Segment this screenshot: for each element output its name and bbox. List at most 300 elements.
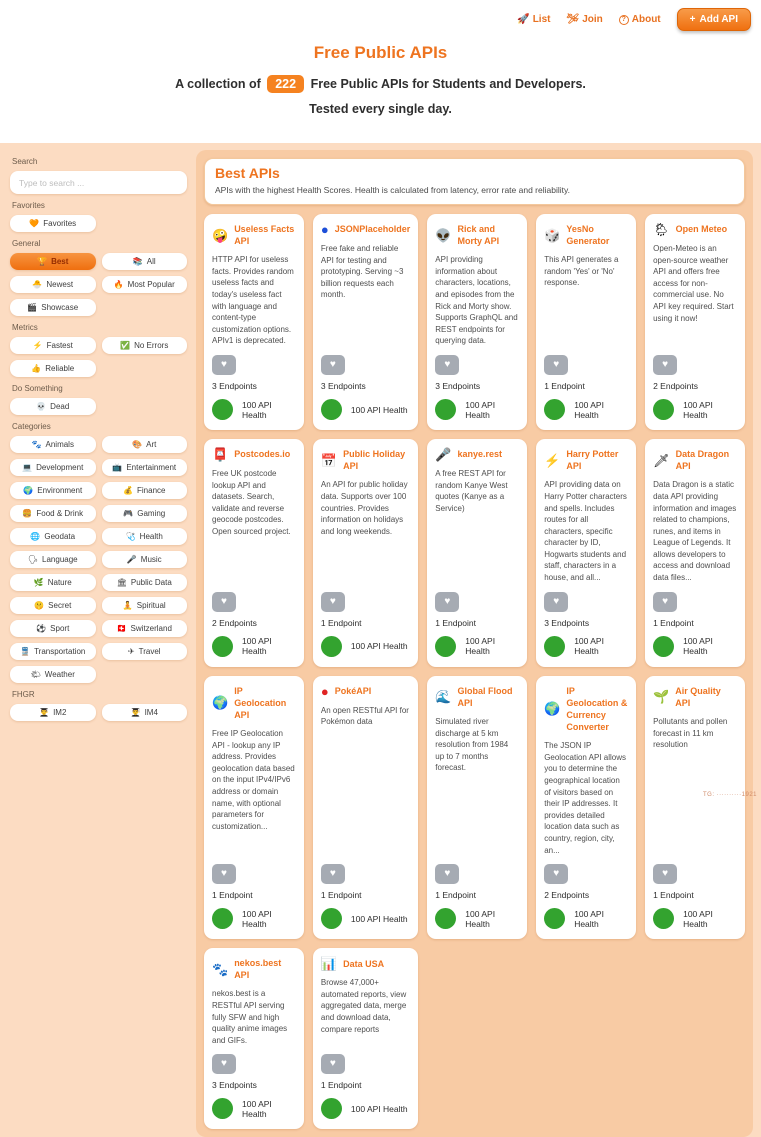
api-card[interactable] bbox=[536, 676, 636, 940]
filter-icon: 🐣 bbox=[32, 280, 43, 289]
api-icon: ● bbox=[320, 683, 329, 699]
filter-label: Food & Drink bbox=[36, 509, 84, 518]
nav-join-label: Join bbox=[582, 14, 603, 25]
sidebar-filter-pill[interactable] bbox=[102, 551, 188, 568]
api-card-description: Data Dragon is a static data API providing information and images related to champions, runes, and items in League of Legends. It allows developers to access and download data files... bbox=[653, 480, 737, 583]
search-input[interactable] bbox=[10, 171, 187, 194]
favorite-button[interactable] bbox=[544, 592, 568, 612]
health-indicator bbox=[653, 636, 737, 657]
api-card[interactable] bbox=[204, 676, 304, 940]
filter-label: Geodata bbox=[44, 532, 76, 541]
heart-icon: ♥ bbox=[444, 359, 451, 371]
api-card-grid bbox=[204, 214, 745, 1129]
filter-label: Reliable bbox=[45, 364, 75, 373]
health-dot-icon bbox=[212, 636, 233, 657]
watermark: TG: ··········1921 bbox=[703, 792, 757, 798]
api-card[interactable] bbox=[204, 948, 304, 1129]
favorite-button[interactable] bbox=[212, 592, 236, 612]
collection-suffix: Free Public APIs for Students and Developers. bbox=[310, 77, 586, 91]
filter-label: Finance bbox=[137, 486, 166, 495]
heart-icon: ♥ bbox=[221, 595, 227, 607]
health-dot-icon bbox=[544, 399, 565, 420]
filter-label: Spiritual bbox=[136, 601, 166, 610]
health-dot-icon bbox=[653, 399, 674, 420]
favorite-button[interactable] bbox=[435, 355, 459, 375]
api-card-title: Public Holiday API bbox=[343, 449, 406, 472]
filter-label: Weather bbox=[44, 670, 75, 679]
endpoints-count: 1 Endpoint bbox=[320, 890, 362, 901]
metrics-group bbox=[10, 337, 187, 377]
page-body bbox=[0, 143, 761, 1137]
api-card-title: Data USA bbox=[343, 958, 385, 969]
filter-icon: 🧘 bbox=[122, 601, 133, 610]
sidebar-filter-pill[interactable] bbox=[10, 337, 96, 354]
api-icon: 📅 bbox=[320, 452, 338, 468]
api-card-head bbox=[321, 223, 410, 236]
endpoints-count: 2 Endpoints bbox=[544, 890, 590, 901]
health-indicator bbox=[212, 908, 296, 929]
health-dot-icon bbox=[435, 636, 456, 657]
section-subtitle: APIs with the highest Health Scores. Health is calculated from latency, error rate and reliability. bbox=[215, 185, 570, 195]
filter-icon: 🗣 bbox=[27, 555, 39, 564]
api-icon: 📮 bbox=[212, 447, 229, 463]
favorite-button[interactable] bbox=[321, 1054, 345, 1074]
api-icon: 🌦 bbox=[653, 222, 670, 237]
filter-icon: 🌍 bbox=[23, 486, 34, 495]
filter-label: Best bbox=[51, 257, 69, 266]
filter-label: Language bbox=[42, 555, 78, 564]
api-card-head bbox=[653, 448, 737, 472]
api-card-head bbox=[212, 685, 296, 721]
filter-label: Art bbox=[146, 440, 157, 449]
health-indicator bbox=[212, 1098, 296, 1119]
filter-label: Fastest bbox=[46, 341, 73, 350]
rocket-icon: 🚀 bbox=[517, 14, 530, 25]
nav-join-link[interactable] bbox=[566, 14, 602, 25]
heart-icon: ♥ bbox=[662, 359, 669, 371]
filter-icon: 🔥 bbox=[113, 280, 124, 289]
filter-label: Nature bbox=[47, 578, 72, 587]
favorite-button[interactable] bbox=[435, 864, 459, 884]
endpoints-count: 1 Endpoint bbox=[653, 617, 694, 628]
api-card-head bbox=[212, 223, 296, 247]
sidebar-filter-pill[interactable] bbox=[10, 643, 96, 660]
fhgr-group bbox=[10, 704, 187, 721]
search-label: Search bbox=[12, 157, 38, 166]
sidebar-filter-pill[interactable] bbox=[102, 704, 188, 721]
filter-icon: 🤫 bbox=[34, 601, 45, 610]
api-icon: 📊 bbox=[320, 956, 338, 972]
endpoints-count: 1 Endpoint bbox=[435, 890, 476, 901]
api-card[interactable] bbox=[645, 676, 745, 940]
heart-icon: ♥ bbox=[329, 595, 336, 607]
health-indicator bbox=[653, 399, 737, 420]
health-indicator bbox=[544, 908, 628, 929]
filter-label: All bbox=[146, 257, 156, 266]
api-card-title: Useless Facts API bbox=[234, 224, 295, 247]
filter-label: IM2 bbox=[53, 708, 67, 717]
health-label: 100 API Health bbox=[683, 636, 713, 657]
health-dot-icon bbox=[653, 908, 674, 929]
health-label: 100 API Health bbox=[242, 399, 272, 420]
heart-icon: ♥ bbox=[444, 868, 451, 880]
heart-icon: ♥ bbox=[553, 868, 560, 880]
heart-icon: ♥ bbox=[329, 359, 336, 371]
health-indicator bbox=[653, 908, 737, 929]
favorites-label: Favorites bbox=[12, 201, 45, 210]
api-card-description: A free REST API for random Kanye West quotes (Kanye as a Service) bbox=[435, 469, 508, 513]
metrics-label: Metrics bbox=[12, 323, 38, 332]
hero bbox=[10, 43, 751, 116]
api-card[interactable] bbox=[645, 214, 745, 430]
endpoints-count: 3 Endpoints bbox=[320, 381, 366, 392]
sidebar-filter-pill[interactable] bbox=[10, 215, 96, 232]
health-indicator bbox=[321, 1098, 410, 1119]
health-indicator bbox=[435, 636, 519, 657]
filter-icon: 💀 bbox=[36, 402, 47, 411]
heart-icon: ♥ bbox=[553, 359, 560, 371]
filter-label: Public Data bbox=[130, 578, 172, 587]
collection-line bbox=[10, 77, 751, 91]
api-card-head bbox=[435, 448, 519, 461]
endpoints-count: 2 Endpoints bbox=[212, 617, 257, 628]
sidebar-filter-pill[interactable] bbox=[10, 574, 96, 591]
api-card[interactable] bbox=[427, 214, 527, 430]
health-dot-icon bbox=[435, 399, 456, 420]
sidebar-filter-pill[interactable] bbox=[10, 482, 96, 499]
api-card[interactable] bbox=[313, 439, 418, 667]
health-label: 100 API Health bbox=[574, 908, 604, 929]
api-card-title: kanye.rest bbox=[457, 449, 502, 460]
health-label: 100 API Health bbox=[574, 636, 604, 657]
sidebar-filter-pill[interactable] bbox=[10, 253, 96, 270]
api-card-description: Free IP Geolocation API - lookup any IP address. Provides geolocation data based on the input IPv4/IPv6 address or domain name, with optional parameters for customization... bbox=[212, 729, 295, 831]
health-dot-icon bbox=[321, 908, 342, 929]
filter-label: Gaming bbox=[137, 509, 166, 518]
api-card-title: PokéAPI bbox=[334, 686, 372, 697]
api-card-description: This API generates a random 'Yes' or 'No' response. bbox=[544, 255, 619, 288]
favorite-button[interactable] bbox=[435, 592, 459, 612]
health-indicator bbox=[435, 908, 519, 929]
filter-icon: 🎮 bbox=[123, 509, 134, 518]
filter-icon: ⚽ bbox=[36, 624, 47, 633]
health-label: 100 API Health bbox=[242, 1098, 272, 1119]
health-indicator bbox=[435, 399, 519, 420]
api-card-description: The JSON IP Geolocation API allows you to determine the geographical location of visitors based on their IP addresses. It provides detailed location data such as country, region, city, an... bbox=[544, 741, 627, 855]
favorite-button[interactable] bbox=[212, 355, 236, 375]
section-title: Best APIs bbox=[215, 165, 280, 181]
filter-icon: ✅ bbox=[120, 341, 131, 350]
api-card[interactable] bbox=[427, 676, 527, 940]
api-card-description: API providing information about characters, locations, and episodes from the Rick and Morty show. Supports GraphQL and REST endpoints for querying data. bbox=[435, 255, 518, 346]
main-panel bbox=[196, 150, 753, 1137]
health-label: 100 API Health bbox=[350, 1103, 408, 1114]
filter-icon: 🧡 bbox=[29, 219, 40, 228]
api-card-description: Free fake and reliable API for testing and prototyping. Serving ~3 billion requests each month. bbox=[320, 244, 404, 300]
sidebar-filter-pill[interactable] bbox=[10, 528, 96, 545]
sidebar-filter-pill[interactable] bbox=[10, 360, 96, 377]
filter-label: Switzerland bbox=[130, 624, 172, 633]
filter-icon: 💻 bbox=[22, 463, 33, 472]
endpoints-count: 1 Endpoint bbox=[544, 381, 585, 392]
heart-icon: ♥ bbox=[662, 595, 669, 607]
api-card-description: nekos.best is a RESTful API serving fully SFW and high quality anime images and GIFs. bbox=[212, 989, 288, 1045]
filter-icon: 🏆 bbox=[37, 257, 48, 266]
endpoints-count: 3 Endpoints bbox=[544, 617, 590, 628]
sidebar-filter-pill[interactable] bbox=[102, 528, 188, 545]
filter-icon: 🍔 bbox=[22, 509, 33, 518]
api-card-head bbox=[435, 223, 519, 247]
sidebar-filter-pill[interactable] bbox=[102, 597, 188, 614]
api-card-head bbox=[321, 957, 410, 970]
filter-icon: 🌤 bbox=[30, 670, 41, 679]
sidebar-filter-pill[interactable] bbox=[10, 276, 96, 293]
health-indicator bbox=[544, 399, 628, 420]
favorite-button[interactable] bbox=[321, 592, 345, 612]
endpoints-count: 3 Endpoints bbox=[212, 381, 257, 392]
health-label: 100 API Health bbox=[242, 908, 272, 929]
filter-icon: ✈ bbox=[127, 647, 135, 656]
health-indicator bbox=[544, 636, 628, 657]
api-card-description: An API for public holiday data. Supports over 100 countries. Provides information on holidays and long weekends. bbox=[320, 480, 408, 536]
nav-list-label: List bbox=[532, 14, 551, 25]
health-indicator bbox=[212, 399, 296, 420]
api-card-head bbox=[544, 223, 628, 247]
filter-label: Showcase bbox=[41, 303, 79, 312]
do-something-group bbox=[10, 398, 187, 415]
health-dot-icon bbox=[321, 399, 342, 420]
api-card[interactable] bbox=[536, 214, 636, 430]
health-dot-icon bbox=[653, 636, 674, 657]
sidebar-filter-pill[interactable] bbox=[102, 643, 188, 660]
favorite-button[interactable] bbox=[544, 355, 568, 375]
api-card-head bbox=[435, 685, 519, 709]
heart-icon: ♥ bbox=[221, 359, 227, 371]
health-dot-icon bbox=[544, 908, 565, 929]
sidebar-filter-pill[interactable] bbox=[10, 666, 96, 683]
api-card[interactable] bbox=[645, 439, 745, 667]
filter-icon: 🎬 bbox=[27, 303, 38, 312]
sidebar-filter-pill[interactable] bbox=[102, 574, 188, 591]
favorite-button[interactable] bbox=[321, 355, 345, 375]
filter-icon: 📺 bbox=[112, 463, 123, 472]
api-card-head bbox=[212, 957, 296, 981]
health-indicator bbox=[212, 636, 296, 657]
sidebar-filter-pill[interactable] bbox=[102, 436, 188, 453]
api-card-head bbox=[544, 685, 628, 734]
api-card-description: Open-Meteo is an open-source weather API and offers free access for non-commercial use. No API key required. Start using it now! bbox=[653, 244, 734, 323]
api-icon: ● bbox=[320, 222, 329, 237]
heart-icon: ♥ bbox=[329, 1058, 336, 1070]
sidebar-filter-pill[interactable] bbox=[10, 620, 96, 637]
api-card[interactable] bbox=[204, 439, 304, 667]
api-card-head bbox=[321, 685, 410, 698]
sidebar-filter-pill[interactable] bbox=[10, 398, 96, 415]
api-card-head bbox=[321, 448, 410, 472]
nav-about-link[interactable] bbox=[619, 14, 661, 25]
filter-icon: 🐾 bbox=[31, 440, 42, 449]
api-card-title: Data Dragon API bbox=[675, 449, 730, 472]
general-group bbox=[10, 253, 187, 316]
api-card-head bbox=[544, 448, 628, 472]
health-label: 100 API Health bbox=[683, 908, 713, 929]
sidebar-filter-pill[interactable] bbox=[10, 459, 96, 476]
api-card[interactable] bbox=[204, 214, 304, 430]
api-card-description: HTTP API for useless facts. Provides random useless facts and today's useless fact with language and content-type customization options. APIv1 is deprecated. bbox=[212, 255, 294, 346]
filter-icon: 🏛 bbox=[116, 578, 127, 587]
sidebar-filter-pill[interactable] bbox=[102, 505, 188, 522]
filter-label: Animals bbox=[45, 440, 74, 449]
general-label: General bbox=[12, 239, 41, 248]
sidebar-filter-pill[interactable] bbox=[102, 482, 188, 499]
filter-icon: 💰 bbox=[123, 486, 133, 495]
sidebar-filter-pill[interactable] bbox=[10, 704, 96, 721]
favorite-button[interactable] bbox=[653, 864, 677, 884]
api-card-title: Postcodes.io bbox=[234, 449, 291, 460]
api-card-head bbox=[653, 685, 737, 709]
filter-icon: 🩺 bbox=[125, 532, 136, 541]
filter-label: Entertainment bbox=[126, 463, 177, 472]
endpoints-count: 1 Endpoint bbox=[212, 890, 253, 901]
section-header bbox=[204, 158, 745, 205]
health-dot-icon bbox=[212, 908, 233, 929]
nav-list-link[interactable] bbox=[517, 14, 550, 25]
filter-icon: 🚆 bbox=[20, 647, 31, 656]
api-icon: 🐾 bbox=[212, 961, 229, 977]
heart-icon: ♥ bbox=[662, 868, 669, 880]
api-count-badge: 222 bbox=[267, 75, 304, 93]
endpoints-count: 3 Endpoints bbox=[212, 1080, 257, 1091]
nav-about-label: About bbox=[631, 14, 661, 25]
filter-icon: 🌐 bbox=[30, 532, 41, 541]
favorite-button[interactable] bbox=[653, 592, 677, 612]
favorite-button[interactable] bbox=[321, 864, 345, 884]
api-icon: 🌍 bbox=[212, 695, 229, 711]
endpoints-count: 2 Endpoints bbox=[653, 381, 698, 392]
favorite-button[interactable] bbox=[544, 864, 568, 884]
heart-icon: ♥ bbox=[553, 595, 560, 607]
page-title: Free Public APIs bbox=[313, 43, 448, 62]
sidebar-filter-pill[interactable] bbox=[102, 459, 188, 476]
api-card-title: nekos.best API bbox=[234, 958, 282, 981]
api-card-description: Pollutants and pollen forecast in 11 km resolution bbox=[653, 716, 728, 750]
health-indicator bbox=[321, 636, 410, 657]
filter-icon: 👨‍🎓 bbox=[130, 708, 141, 717]
health-indicator bbox=[321, 908, 410, 929]
api-icon: 🎲 bbox=[544, 227, 561, 243]
health-label: 100 API Health bbox=[350, 913, 408, 924]
endpoints-count: 1 Endpoint bbox=[320, 617, 362, 628]
api-card-description: API providing data on Harry Potter characters and spells. Includes routes for all characters, specific character by ID, Hogwarts students and staff, characters in a house, and all... bbox=[544, 480, 627, 583]
api-card-title: Harry Potter API bbox=[566, 449, 619, 472]
api-card-title: Air Quality API bbox=[675, 685, 721, 708]
api-icon: ⚡ bbox=[544, 452, 561, 468]
paper-plane-icon: 🛩 bbox=[566, 14, 580, 25]
sidebar-filter-pill[interactable] bbox=[10, 551, 96, 568]
sidebar-filter-pill[interactable] bbox=[10, 597, 96, 614]
api-card-title: JSONPlaceholder bbox=[334, 224, 411, 235]
fhgr-label: FHGR bbox=[12, 690, 35, 699]
health-label: 100 API Health bbox=[683, 399, 713, 420]
sidebar-filter-pill[interactable] bbox=[10, 436, 96, 453]
filter-label: Favorites bbox=[43, 219, 77, 228]
filter-label: Newest bbox=[46, 280, 74, 289]
sidebar-filter-pill[interactable] bbox=[10, 505, 96, 522]
favorites-group bbox=[10, 215, 187, 232]
do-something-label: Do Something bbox=[12, 384, 63, 393]
sidebar-filter-pill[interactable] bbox=[102, 253, 188, 270]
add-api-button[interactable] bbox=[677, 8, 751, 31]
heart-icon: ♥ bbox=[221, 1058, 227, 1070]
heart-icon: ♥ bbox=[221, 868, 227, 880]
sidebar-filter-pill[interactable] bbox=[102, 337, 188, 354]
health-label: 100 API Health bbox=[465, 399, 496, 420]
sidebar-filter-pill[interactable] bbox=[10, 299, 96, 316]
api-card[interactable] bbox=[427, 439, 527, 667]
filter-label: Environment bbox=[37, 486, 83, 495]
api-icon: 🌊 bbox=[435, 689, 452, 705]
heart-icon: ♥ bbox=[329, 868, 336, 880]
api-card-title: YesNo Generator bbox=[566, 224, 610, 247]
filter-icon: 👨‍🎓 bbox=[39, 708, 50, 717]
plus-icon: + bbox=[689, 14, 696, 25]
sidebar-filter-pill[interactable] bbox=[102, 276, 188, 293]
filter-icon: 👍 bbox=[31, 364, 42, 373]
api-card-description: Simulated river discharge at 5 km resolution from 1984 up to 7 months forecast. bbox=[435, 716, 509, 773]
filter-icon: 🎨 bbox=[132, 440, 143, 449]
filter-label: Most Popular bbox=[127, 280, 175, 289]
sidebar-filter-pill[interactable] bbox=[102, 620, 188, 637]
api-icon: 🌱 bbox=[653, 689, 670, 705]
filter-label: Music bbox=[140, 555, 162, 564]
question-icon: ? bbox=[619, 15, 629, 25]
heart-icon: ♥ bbox=[444, 595, 451, 607]
api-card[interactable] bbox=[313, 676, 418, 940]
api-card[interactable] bbox=[313, 214, 418, 430]
filter-label: Transportation bbox=[34, 647, 86, 656]
health-label: 100 API Health bbox=[242, 636, 272, 657]
filter-label: Dead bbox=[50, 402, 70, 411]
api-card-head bbox=[653, 223, 737, 236]
api-card[interactable] bbox=[536, 439, 636, 667]
health-dot-icon bbox=[212, 399, 233, 420]
filter-label: Development bbox=[36, 463, 84, 472]
favorite-button[interactable] bbox=[653, 355, 677, 375]
health-dot-icon bbox=[544, 636, 565, 657]
favorite-button[interactable] bbox=[212, 864, 236, 884]
api-card-title: Global Flood API bbox=[457, 685, 513, 708]
health-dot-icon bbox=[435, 908, 456, 929]
favorite-button[interactable] bbox=[212, 1054, 236, 1074]
health-label: 100 API Health bbox=[350, 641, 408, 652]
endpoints-count: 3 Endpoints bbox=[435, 381, 481, 392]
filter-label: No Errors bbox=[134, 341, 169, 350]
filter-icon: 🇨🇭 bbox=[116, 624, 127, 633]
api-card-description: Browse 47,000+ automated reports, view aggregated data, merge and download data, compare reports bbox=[320, 978, 407, 1034]
api-card-description: Free UK postcode lookup API and datasets. Search, validate and reverse geocode postcodes. Open sourced project. bbox=[212, 469, 291, 536]
api-icon: 🤪 bbox=[212, 227, 229, 243]
api-card[interactable] bbox=[313, 948, 418, 1129]
filter-icon: 🎤 bbox=[126, 555, 137, 564]
filter-label: Health bbox=[139, 532, 163, 541]
filter-label: IM4 bbox=[144, 708, 158, 717]
endpoints-count: 1 Endpoint bbox=[653, 890, 694, 901]
api-icon: 👽 bbox=[435, 227, 452, 243]
api-card-title: IP Geolocation & Currency Converter bbox=[566, 685, 628, 733]
health-dot-icon bbox=[212, 1098, 233, 1119]
health-label: 100 API Health bbox=[465, 636, 496, 657]
add-api-label: Add API bbox=[699, 14, 738, 25]
